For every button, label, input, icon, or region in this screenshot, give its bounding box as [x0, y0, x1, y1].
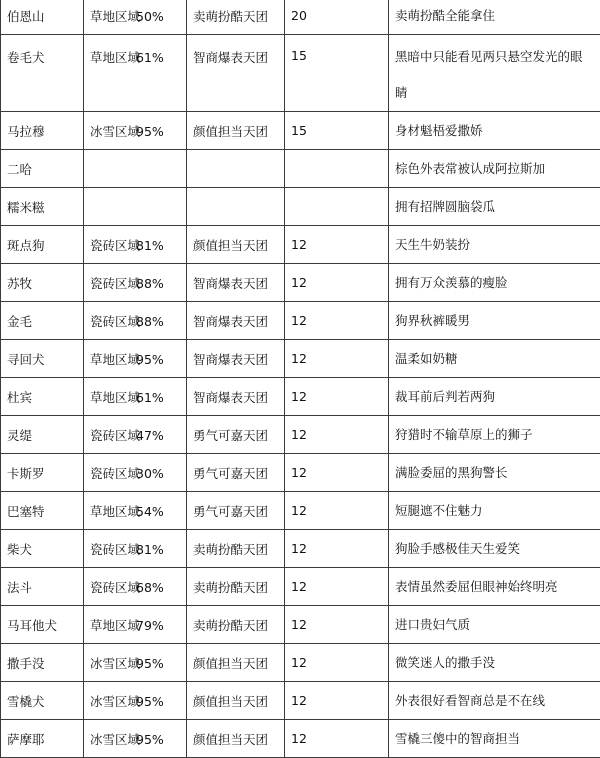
region-percentage: 95% [136, 352, 164, 367]
description-cell: 拥有万众羡慕的瘦脸 [389, 264, 600, 302]
team-cell: 卖萌扮酷天团 [187, 0, 285, 35]
table-row [1, 188, 600, 226]
region-percentage: 54% [136, 504, 164, 519]
region-label: 瓷砖区域 [90, 312, 136, 330]
score-cell: 12 [285, 606, 389, 644]
region-label: 草地区域 [90, 388, 136, 406]
region-cell [84, 720, 187, 758]
region-percentage: 30% [136, 466, 164, 481]
breed-name-cell: 雪橇犬 [1, 682, 84, 720]
region-cell [84, 682, 187, 720]
table-row [1, 35, 600, 112]
team-cell: 颜值担当天团 [187, 226, 285, 264]
score-cell: 12 [285, 302, 389, 340]
table-row [1, 454, 600, 492]
region-cell [84, 340, 187, 378]
region-label: 冰雪区域 [90, 730, 136, 748]
breed-name-cell: 伯恩山 [1, 0, 84, 35]
breed-name-cell: 马拉穆 [1, 112, 84, 150]
score-cell: 12 [285, 568, 389, 606]
score-cell: 12 [285, 378, 389, 416]
team-cell: 智商爆表天团 [187, 340, 285, 378]
description-cell: 雪橇三傻中的智商担当 [389, 720, 600, 758]
region-percentage: 61% [136, 390, 164, 405]
region-cell [84, 302, 187, 340]
breed-name-cell: 杜宾 [1, 378, 84, 416]
breed-name-cell: 苏牧 [1, 264, 84, 302]
team-cell: 智商爆表天团 [187, 378, 285, 416]
region-percentage: 88% [136, 276, 164, 291]
breed-name-cell: 法斗 [1, 568, 84, 606]
region-percentage: 95% [136, 694, 164, 709]
table-row [1, 492, 600, 530]
table-row [1, 720, 600, 758]
description-cell: 天生牛奶装扮 [389, 226, 600, 264]
region-label: 瓷砖区域 [90, 236, 136, 254]
breed-name-cell: 金毛 [1, 302, 84, 340]
region-cell [84, 606, 187, 644]
region-label: 草地区域 [90, 616, 136, 634]
table-row [1, 416, 600, 454]
description-cell: 棕色外表常被认成阿拉斯加 [389, 150, 600, 188]
description-cell: 狗脸手感极佳天生爱笑 [389, 530, 600, 568]
description-cell: 狗界秋裤暖男 [389, 302, 600, 340]
region-cell [84, 112, 187, 150]
team-cell: 勇气可嘉天团 [187, 416, 285, 454]
score-cell: 12 [285, 340, 389, 378]
score-cell [285, 150, 389, 188]
table-row [1, 0, 600, 35]
table-row [1, 150, 600, 188]
breed-name-cell: 萨摩耶 [1, 720, 84, 758]
region-percentage: 61% [136, 50, 164, 65]
score-cell: 12 [285, 264, 389, 302]
region-cell [84, 35, 187, 112]
team-cell: 智商爆表天团 [187, 35, 285, 112]
description-cell: 短腿遮不住魅力 [389, 492, 600, 530]
breed-table-body [1, 0, 600, 758]
region-cell [84, 416, 187, 454]
breed-name-cell: 柴犬 [1, 530, 84, 568]
region-label: 草地区域 [90, 48, 136, 66]
team-cell: 颜值担当天团 [187, 682, 285, 720]
table-row [1, 568, 600, 606]
score-cell: 15 [285, 112, 389, 150]
description-cell: 狩猎时不输草原上的狮子 [389, 416, 600, 454]
description-cell: 黑暗中只能看见两只悬空发光的眼睛 [389, 35, 600, 112]
region-label: 草地区域 [90, 502, 136, 520]
score-cell: 12 [285, 454, 389, 492]
breed-name-cell: 马耳他犬 [1, 606, 84, 644]
team-cell: 智商爆表天团 [187, 264, 285, 302]
region-percentage: 95% [136, 656, 164, 671]
region-label: 冰雪区域 [90, 122, 136, 140]
region-cell [84, 530, 187, 568]
breed-name-cell: 寻回犬 [1, 340, 84, 378]
description-cell: 拥有招牌圆脑袋瓜 [389, 188, 600, 226]
score-cell: 20 [285, 0, 389, 35]
table-row [1, 530, 600, 568]
team-cell: 勇气可嘉天团 [187, 492, 285, 530]
description-cell: 身材魁梧爱撒娇 [389, 112, 600, 150]
breed-name-cell: 撒手没 [1, 644, 84, 682]
score-cell: 12 [285, 644, 389, 682]
region-cell [84, 0, 187, 35]
region-percentage: 68% [136, 580, 164, 595]
region-label: 瓷砖区域 [90, 540, 136, 558]
region-percentage: 95% [136, 124, 164, 139]
region-cell [84, 644, 187, 682]
description-cell: 外表很好看智商总是不在线 [389, 682, 600, 720]
region-label: 瓷砖区域 [90, 578, 136, 596]
region-label: 草地区域 [90, 7, 136, 25]
description-cell: 表情虽然委屈但眼神始终明亮 [389, 568, 600, 606]
team-cell: 颜值担当天团 [187, 644, 285, 682]
score-cell: 12 [285, 720, 389, 758]
table-row [1, 378, 600, 416]
table-row [1, 682, 600, 720]
team-cell: 卖萌扮酷天团 [187, 606, 285, 644]
table-row [1, 226, 600, 264]
breed-name-cell: 卡斯罗 [1, 454, 84, 492]
description-cell: 进口贵妇气质 [389, 606, 600, 644]
breed-name-cell: 灵缇 [1, 416, 84, 454]
region-label: 草地区域 [90, 350, 136, 368]
score-cell: 12 [285, 682, 389, 720]
region-percentage: 47% [136, 428, 164, 443]
table-row [1, 644, 600, 682]
region-label: 瓷砖区域 [90, 464, 136, 482]
breed-name-cell: 巴塞特 [1, 492, 84, 530]
score-cell: 12 [285, 530, 389, 568]
team-cell: 智商爆表天团 [187, 302, 285, 340]
region-percentage: 79% [136, 618, 164, 633]
description-cell: 满脸委屈的黑狗警长 [389, 454, 600, 492]
region-cell [84, 378, 187, 416]
breed-name-cell: 二哈 [1, 150, 84, 188]
team-cell: 颜值担当天团 [187, 720, 285, 758]
description-cell: 微笑迷人的撒手没 [389, 644, 600, 682]
region-percentage: 88% [136, 314, 164, 329]
score-cell [285, 188, 389, 226]
breed-name-cell: 卷毛犬 [1, 35, 84, 112]
table-row [1, 606, 600, 644]
region-percentage: 81% [136, 238, 164, 253]
team-cell [187, 150, 285, 188]
score-cell: 12 [285, 416, 389, 454]
description-cell: 裁耳前后判若两狗 [389, 378, 600, 416]
region-percentage: 81% [136, 542, 164, 557]
score-cell: 12 [285, 492, 389, 530]
region-cell [84, 150, 187, 188]
region-label: 瓷砖区域 [90, 274, 136, 292]
region-percentage: 50% [136, 9, 164, 24]
score-cell: 15 [285, 35, 389, 112]
region-cell [84, 264, 187, 302]
team-cell: 卖萌扮酷天团 [187, 568, 285, 606]
team-cell: 勇气可嘉天团 [187, 454, 285, 492]
team-cell: 颜值担当天团 [187, 112, 285, 150]
region-cell [84, 188, 187, 226]
region-label: 冰雪区域 [90, 692, 136, 710]
description-cell: 温柔如奶糖 [389, 340, 600, 378]
table-row [1, 302, 600, 340]
region-label: 瓷砖区域 [90, 426, 136, 444]
breed-name-cell: 斑点狗 [1, 226, 84, 264]
region-cell [84, 492, 187, 530]
region-label: 冰雪区域 [90, 654, 136, 672]
team-cell: 卖萌扮酷天团 [187, 530, 285, 568]
region-percentage: 95% [136, 732, 164, 747]
breed-name-cell: 糯米糍 [1, 188, 84, 226]
table-row [1, 112, 600, 150]
region-cell [84, 226, 187, 264]
team-cell [187, 188, 285, 226]
region-cell [84, 568, 187, 606]
score-cell: 12 [285, 226, 389, 264]
table-row [1, 264, 600, 302]
description-cell: 卖萌扮酷全能拿住 [389, 0, 600, 35]
table-row [1, 340, 600, 378]
region-cell [84, 454, 187, 492]
